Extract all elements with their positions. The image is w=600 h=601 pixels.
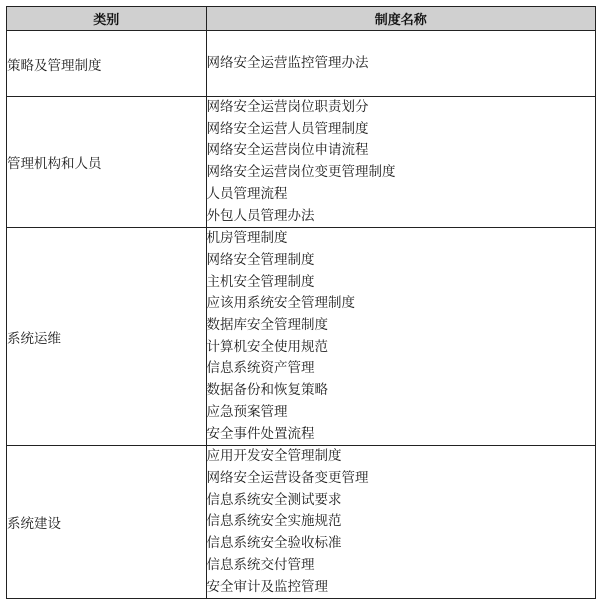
header-category: 类别 bbox=[7, 7, 207, 31]
header-row bbox=[7, 7, 596, 31]
table-row bbox=[7, 446, 596, 599]
header-policy-name: 制度名称 bbox=[206, 7, 595, 31]
policy-list-cell bbox=[206, 31, 595, 97]
policy-item: 网络安全管理制度 bbox=[206, 251, 315, 268]
category-cell: 策略及管理制度 bbox=[7, 31, 207, 97]
policy-item: 网络安全运营设备变更管理 bbox=[206, 469, 369, 486]
policy-item: 信息系统安全实施规范 bbox=[206, 513, 342, 530]
policy-list-cell bbox=[206, 446, 595, 599]
policy-item: 信息系统交付管理 bbox=[206, 556, 315, 573]
policy-item: 外包人员管理办法 bbox=[206, 207, 315, 224]
policy-item: 主机安全管理制度 bbox=[206, 273, 315, 290]
category-cell: 系统运维 bbox=[7, 228, 207, 446]
policy-item: 网络安全运营岗位职责划分 bbox=[206, 99, 369, 115]
policy-list-cell bbox=[206, 97, 595, 228]
policy-item: 数据库安全管理制度 bbox=[206, 317, 329, 334]
policy-item: 网络安全运营人员管理制度 bbox=[206, 120, 369, 137]
table-row bbox=[7, 97, 596, 228]
policy-item: 应该用系统安全管理制度 bbox=[206, 295, 356, 312]
policy-item: 应用开发安全管理制度 bbox=[206, 448, 342, 465]
policy-item: 信息系统安全验收标准 bbox=[206, 535, 342, 552]
policy-list-cell bbox=[206, 228, 595, 446]
table-row bbox=[7, 228, 596, 446]
policy-item: 信息系统安全测试要求 bbox=[206, 491, 342, 508]
policy-item: 网络安全运营监控管理办法 bbox=[206, 54, 369, 71]
policy-item: 网络安全运营岗位变更管理制度 bbox=[206, 164, 396, 181]
policy-item: 安全事件处置流程 bbox=[206, 425, 315, 442]
category-cell: 管理机构和人员 bbox=[7, 97, 207, 228]
policy-item: 计算机安全使用规范 bbox=[206, 338, 329, 355]
policy-item: 网络安全运营岗位申请流程 bbox=[206, 142, 369, 159]
policy-item: 人员管理流程 bbox=[206, 185, 288, 202]
table-row bbox=[7, 31, 596, 97]
policy-item: 信息系统资产管理 bbox=[206, 360, 315, 377]
policy-item: 机房管理制度 bbox=[206, 230, 288, 247]
policy-table bbox=[6, 6, 596, 599]
policy-item: 数据备份和恢复策略 bbox=[206, 382, 329, 399]
category-cell: 系统建设 bbox=[7, 446, 207, 599]
policy-item: 安全审计及监控管理 bbox=[206, 578, 329, 595]
policy-item: 应急预案管理 bbox=[206, 403, 288, 420]
